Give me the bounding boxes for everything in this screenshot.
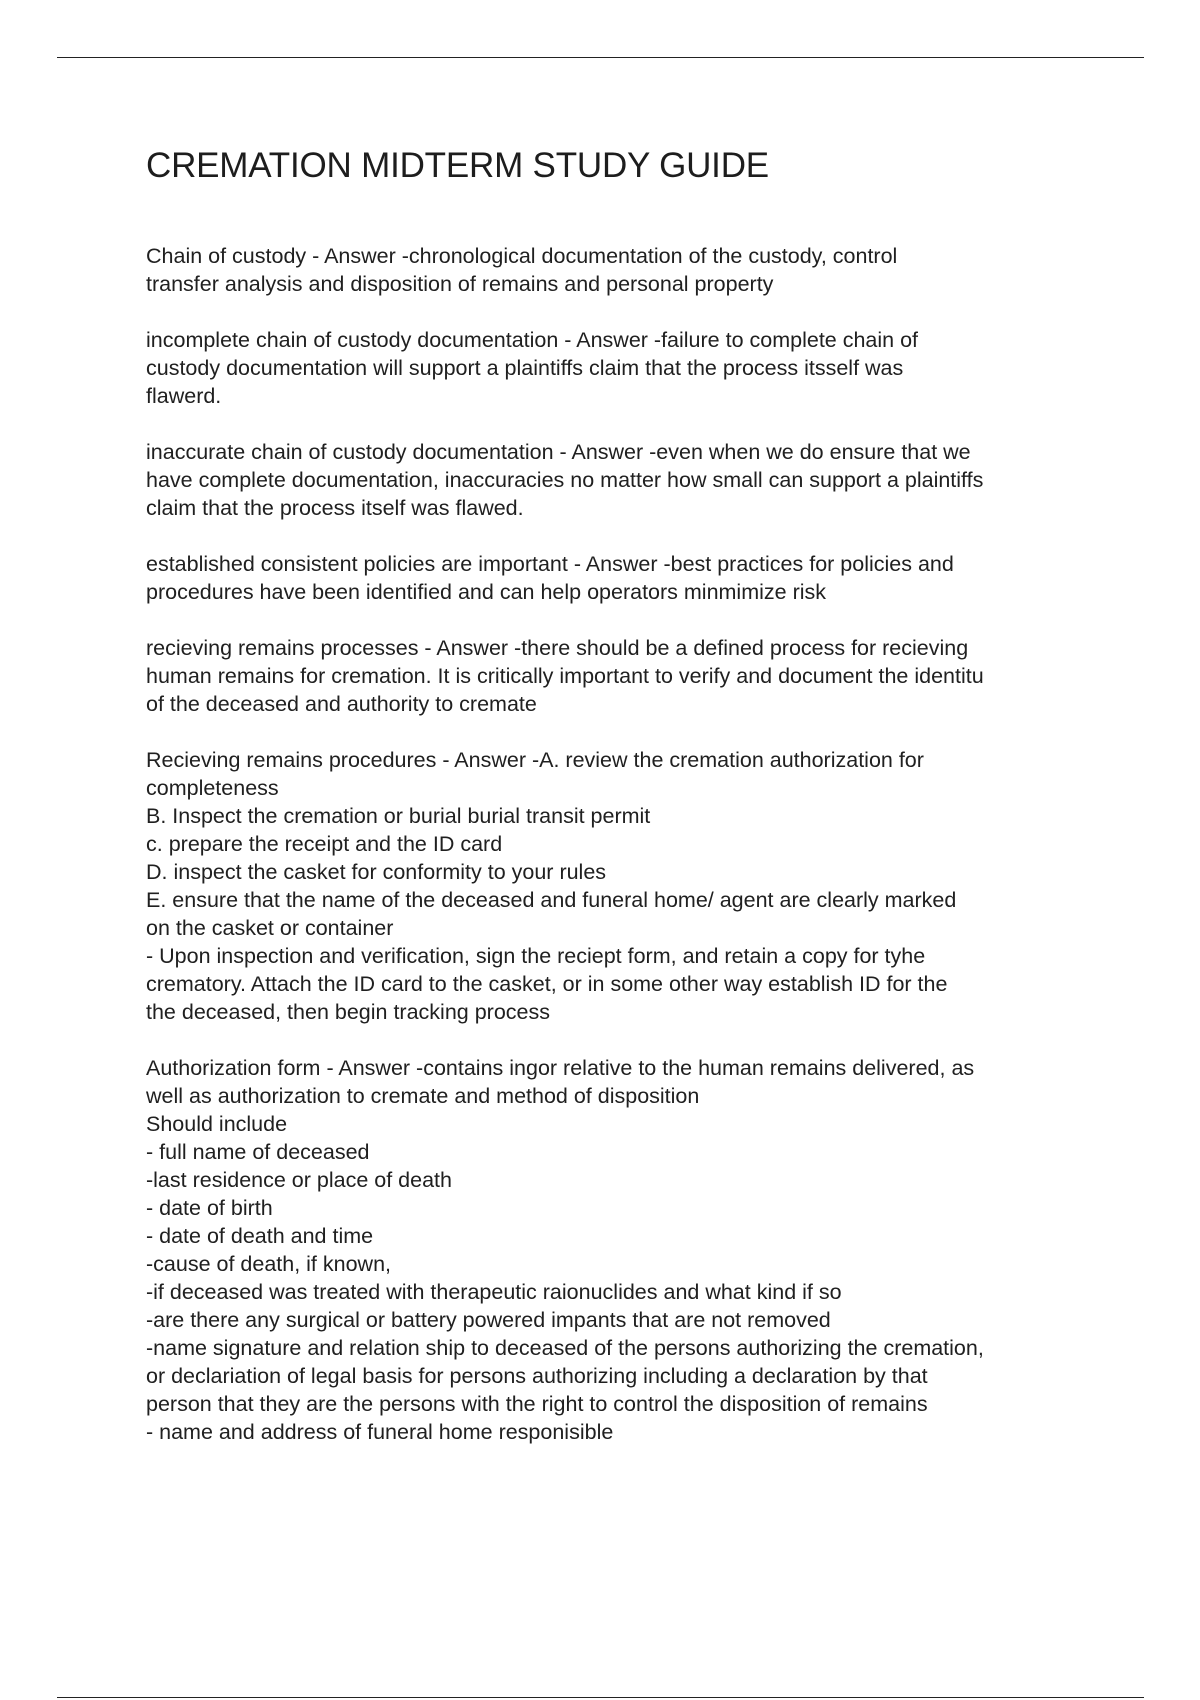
entry-incomplete-documentation: incomplete chain of custody documentation - Answer -failure to complete chain of custody documentation will support a plaintiffs claim that the process itsself was flawerd.: [146, 328, 919, 408]
document-title: CREMATION MIDTERM STUDY GUIDE: [146, 146, 769, 185]
entry-inaccurate-documentation: inaccurate chain of custody documentation - Answer -even when we do ensure that we have complete documentation, inaccuracies no matter how small can support a plaintiffs claim that the process itself was flawed.: [146, 440, 984, 520]
entry-chain-of-custody: Chain of custody - Answer -chronological documentation of the custody, control transfer analysis and disposition of remains and personal property: [146, 244, 898, 296]
entry-list: [146, 242, 1106, 1446]
bottom-rule: [57, 1697, 1144, 1698]
entry-consistent-policies: established consistent policies are important - Answer -best practices for policies and procedures have been identified and can help operators minmimize risk: [146, 552, 954, 604]
top-rule: [57, 57, 1144, 58]
entry-authorization-form: Authorization form - Answer -contains ingor relative to the human remains delivered, as well as authorization to cremate and method of disposition Should include - full name of deceased -last residence or place of death - date of birth - date of death and time -cause of death, if known, -if deceased was treated with therapeutic raionuclides and what kind if so -are there any surgical or battery powered impants that are not removed -name signature and relation ship to deceased of the persons authorizing the cremation, or declariation of legal basis for persons authorizing including a declaration by that person that they are the persons with the right to control the disposition of remains - name and address of funeral home responisible: [146, 1056, 984, 1444]
entry-receiving-procedures: Recieving remains procedures - Answer -A. review the cremation authorization for completeness B. Inspect the cremation or burial burial transit permit c. prepare the receipt and the ID card D. inspect the casket for conformity to your rules E. ensure that the name of the deceased and funeral home/ agent are clearly marked on the casket or container - Upon inspection and verification, sign the reciept form, and retain a copy for tyhe crematory. Attach the ID card to the casket, or in some other way establish ID for the the deceased, then begin tracking process: [146, 748, 957, 1024]
entry-receiving-processes: recieving remains processes - Answer -there should be a defined process for recieving human remains for cremation. It is critically important to verify and document the identitu of the deceased and authority to cremate: [146, 636, 984, 716]
document-body: [146, 142, 1106, 1474]
